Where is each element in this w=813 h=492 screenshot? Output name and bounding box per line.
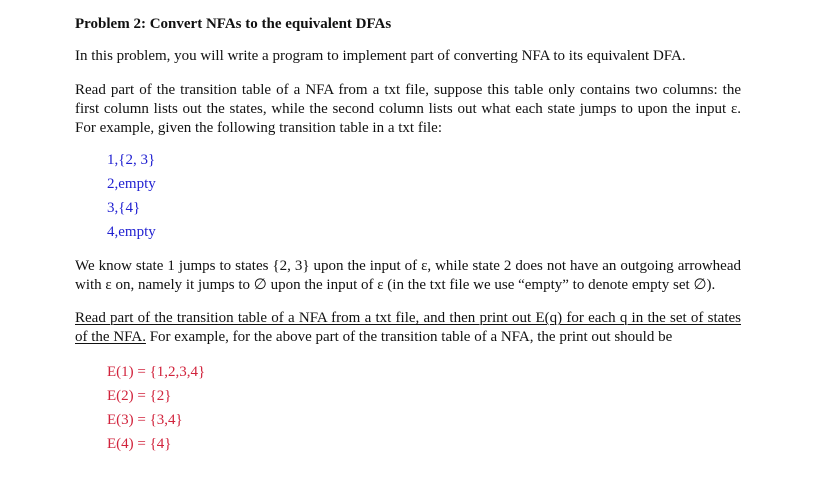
task-paragraph [75, 309, 741, 347]
table-row: 1,{2, 3} [107, 152, 156, 168]
task-underlined-text: Read part of the transition table of a NFA from a txt file, and then print out E(q) for each q in the set of states of the NFA. [75, 310, 741, 345]
intro-paragraph: In this problem, you will write a program to implement part of converting NFA to its equivalent DFA. [75, 48, 686, 64]
output-line: E(1) = {1,2,3,4} [107, 364, 206, 380]
read-paragraph: Read part of the transition table of a NFA from a txt file, suppose this table only contains two columns: the first column lists out the states, while the second column lists out what each state jumps to upon the input ε. For example, given the following transition table in a txt file: [75, 82, 741, 136]
output-line: E(3) = {3,4} [107, 412, 183, 428]
table-row: 2,empty [107, 176, 156, 192]
problem-title: Problem 2: Convert NFAs to the equivalent DFAs [75, 16, 392, 32]
output-line: E(4) = {4} [107, 436, 172, 452]
table-row: 4,empty [107, 224, 156, 240]
table-row: 3,{4} [107, 200, 141, 216]
explanation-paragraph: We know state 1 jumps to states {2, 3} upon the input of ε, while state 2 does not have an outgoing arrowhead with ε on, namely it jumps to ∅ upon the input of ε (in the txt file we use “empty” to denote empty set ∅). [75, 258, 741, 293]
output-line: E(2) = {2} [107, 388, 172, 404]
task-rest-text: For example, for the above part of the transition table of a NFA, the print out should be [145, 329, 673, 345]
